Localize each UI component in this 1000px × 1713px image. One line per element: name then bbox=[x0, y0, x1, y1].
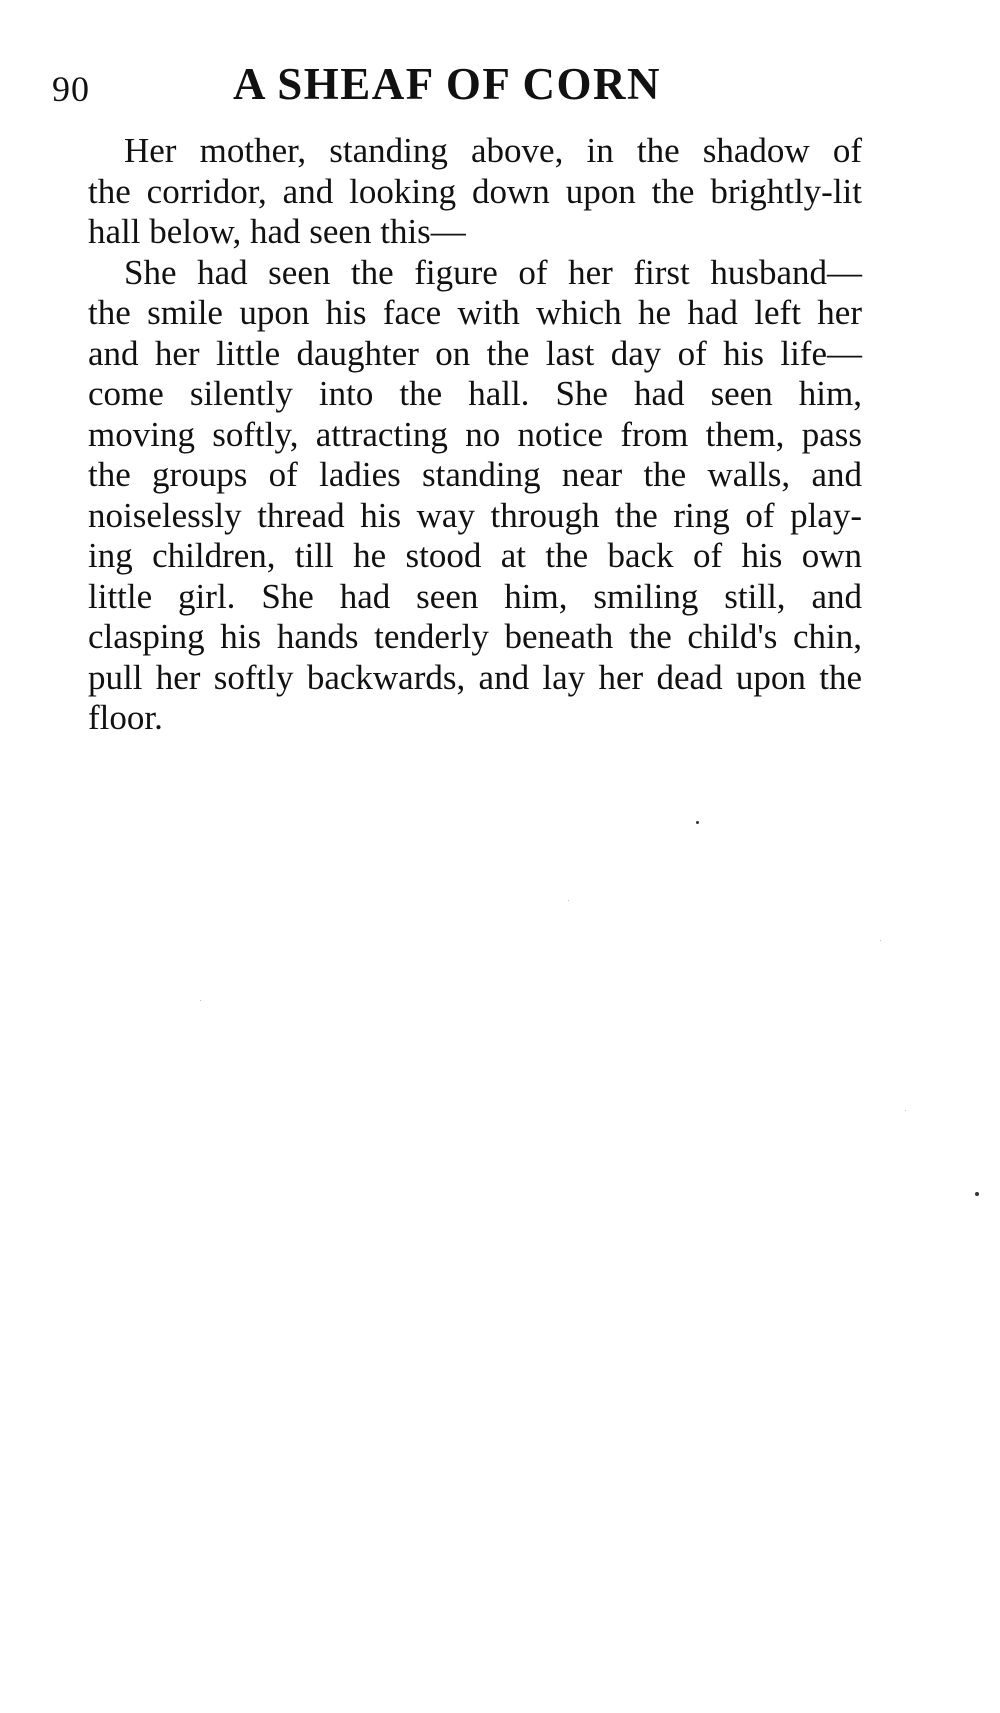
text-line: moving softly, attracting no notice from them, pass bbox=[88, 414, 862, 454]
text-line: noiselessly thread his way through the ring of play- bbox=[88, 495, 862, 535]
text-line: the corridor, and looking down upon the brightly-lit bbox=[88, 171, 862, 211]
running-head bbox=[52, 58, 862, 118]
text-line: come silently into the hall. She had seen him, bbox=[88, 374, 862, 413]
text-line: hall below, had seen this— bbox=[88, 212, 466, 251]
text-line: clasping his hands tenderly beneath the child's chin, bbox=[88, 617, 862, 656]
text-line: the smile upon his face with which he had left her bbox=[88, 293, 862, 332]
text-line: pull her softly backwards, and lay her dead upon the bbox=[88, 657, 862, 697]
body-text bbox=[52, 131, 862, 739]
scan-speck bbox=[880, 940, 881, 941]
text-line: little girl. She had seen him, smiling still, and bbox=[88, 576, 862, 616]
page-number: 90 bbox=[52, 69, 90, 109]
text-line: the groups of ladies standing near the walls, and bbox=[88, 455, 862, 494]
scan-speck bbox=[200, 1000, 201, 1001]
text-line: Her mother, standing above, in the shadow of bbox=[124, 131, 862, 170]
book-title: A SHEAF OF CORN bbox=[233, 59, 661, 109]
text-line: She had seen the figure of her first husband— bbox=[124, 252, 862, 292]
text-line: and her little daughter on the last day of his life— bbox=[88, 333, 862, 373]
scan-speck bbox=[905, 1110, 906, 1111]
text-line: ing children, till he stood at the back of his own bbox=[88, 536, 862, 575]
paragraph-1 bbox=[52, 131, 862, 253]
text-line: floor. bbox=[88, 698, 163, 737]
scan-speck bbox=[975, 1192, 979, 1196]
paragraph-2 bbox=[52, 253, 862, 739]
scan-speck bbox=[696, 821, 699, 824]
scan-speck bbox=[568, 900, 569, 901]
